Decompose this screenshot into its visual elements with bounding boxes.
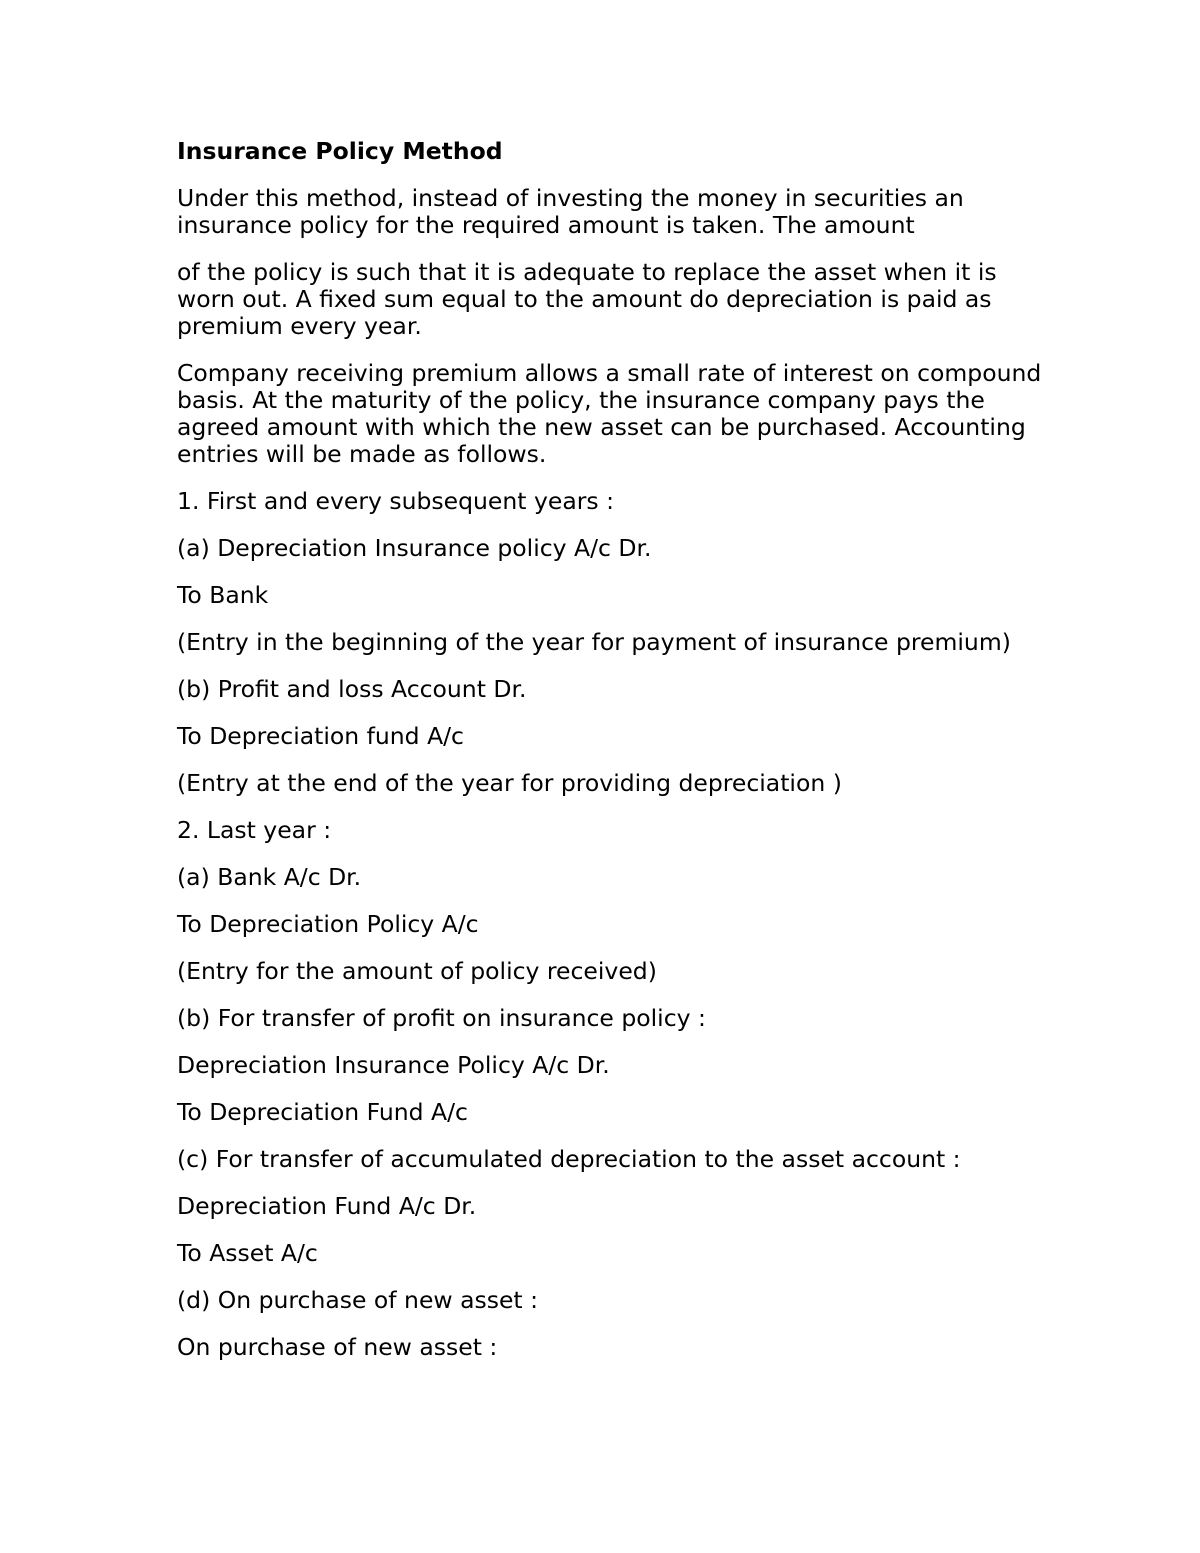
entry-note: (Entry in the beginning of the year for payment of insurance premium): [177, 628, 1011, 656]
entry-line: (d) On purchase of new asset :: [177, 1286, 539, 1314]
entry-note: (Entry for the amount of policy received): [177, 957, 657, 985]
paragraph-intro: Under this method, instead of investing the money in securities an insurance policy for the required amount is taken. The amount: [177, 184, 964, 239]
entry-line: To Depreciation Policy A/c: [177, 910, 479, 938]
entry-note: (Entry at the end of the year for providing depreciation ): [177, 769, 842, 797]
entry-line: (a) Depreciation Insurance policy A/c Dr.: [177, 534, 652, 562]
paragraph-policy-amount: of the policy is such that it is adequate to replace the asset when it is worn out. A fixed sum equal to the amount do depreciation is paid as premium every year.: [177, 258, 997, 340]
entry-line: To Bank: [177, 581, 269, 609]
entry-heading-last-year: 2. Last year :: [177, 816, 332, 844]
entry-line: (c) For transfer of accumulated depreciation to the asset account :: [177, 1145, 961, 1173]
paragraph-interest: Company receiving premium allows a small rate of interest on compound basis. At the maturity of the policy, the insurance company pays the agreed amount with which the new asset can be purchased. Accounting entries will be made as follows.: [177, 359, 1042, 468]
document-body: [177, 138, 1057, 1381]
entry-heading-first-years: 1. First and every subsequent years :: [177, 487, 615, 515]
document-title: Insurance Policy Method: [177, 137, 503, 165]
entry-line: To Depreciation Fund A/c: [177, 1098, 468, 1126]
entry-line: To Depreciation fund A/c: [177, 722, 464, 750]
entry-line: (b) Profit and loss Account Dr.: [177, 675, 527, 703]
entry-line: Depreciation Fund A/c Dr.: [177, 1192, 477, 1220]
entry-line: On purchase of new asset :: [177, 1333, 498, 1361]
entry-line: To Asset A/c: [177, 1239, 318, 1267]
entry-line: Depreciation Insurance Policy A/c Dr.: [177, 1051, 610, 1079]
entry-line: (b) For transfer of profit on insurance policy :: [177, 1004, 706, 1032]
entry-line: (a) Bank A/c Dr.: [177, 863, 362, 891]
